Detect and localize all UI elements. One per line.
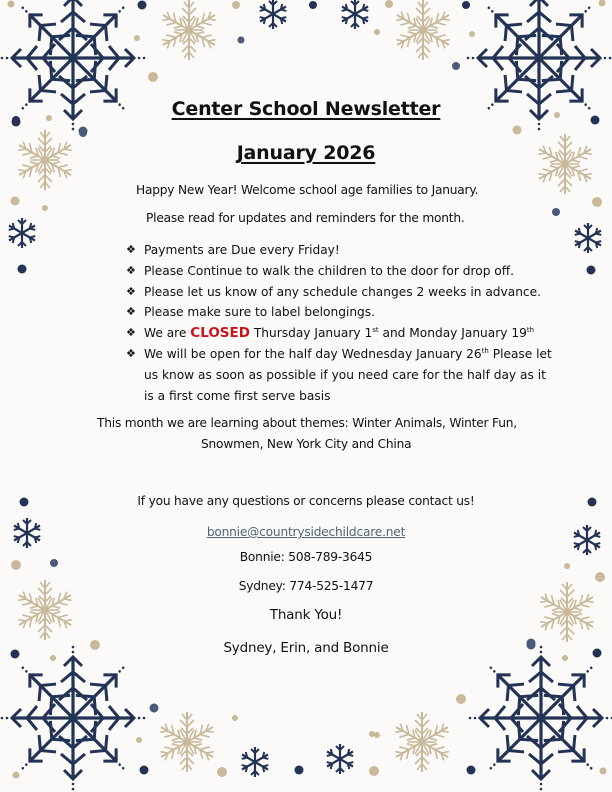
half-day-text: Please let [488,346,552,361]
email-link[interactable]: bonnie@countrysidechildcare.net [206,525,406,539]
bullet-icon: ❖ [126,263,136,277]
thank-you: Thank You! [269,607,343,623]
phone-bonnie: Bonnie: 508-789-3645 [239,550,373,564]
half-day-text: We will be open for the half day Wednesday January 26 [144,346,482,361]
signature: Sydney, Erin, and Bonnie [223,640,389,656]
bullet-icon: ❖ [126,284,136,298]
list-item [126,261,556,282]
reminder-list [126,240,556,406]
bullet-icon: ❖ [126,243,136,256]
closed-highlight: CLOSED [190,325,250,342]
bullet-icon: ❖ [126,305,136,319]
newsletter-month: January 2026 [236,142,376,164]
list-item-text: Please make sure to label belongings. [144,305,376,320]
list-item-closed-dates [126,323,556,344]
ordinal-suffix: th [526,326,535,335]
list-item-text: Please let us know of any schedule changes 2 weeks in advance. [144,284,541,299]
contact-prompt: If you have any questions or concerns please contact us! [137,494,475,508]
ordinal-suffix: th [481,346,489,355]
intro-line-1: Happy New Year! Welcome school age families to January. [136,183,479,197]
half-day-text: us know as soon as possible if you need care for the half day as it [144,367,546,382]
list-item [126,240,556,261]
half-day-text: is a first come first serve basis [144,388,331,403]
phone-sydney: Sydney: 774-525-1477 [238,579,374,593]
bullet-icon: ❖ [126,326,136,340]
list-item [126,282,556,303]
intro-line-2: Please read for updates and reminders for the month. [146,211,465,225]
list-item-text: Please Continue to walk the children to the door for drop off. [144,263,515,278]
list-item-half-day [126,344,556,406]
themes-line-1: This month we are learning about themes: Winter Animals, Winter Fun, [97,416,517,430]
themes-line-2: Snowmen, New York City and China [201,437,412,451]
list-item-text: Payments are Due every Friday! [144,243,340,257]
closed-date-2: and Monday January 19 [378,326,527,341]
ordinal-suffix: st [372,326,379,335]
closed-prefix: We are [144,326,191,341]
list-item [126,302,556,323]
newsletter-title: Center School Newsletter [171,98,441,120]
bullet-icon: ❖ [126,346,136,360]
closed-date-1: Thursday January 1 [249,326,373,341]
